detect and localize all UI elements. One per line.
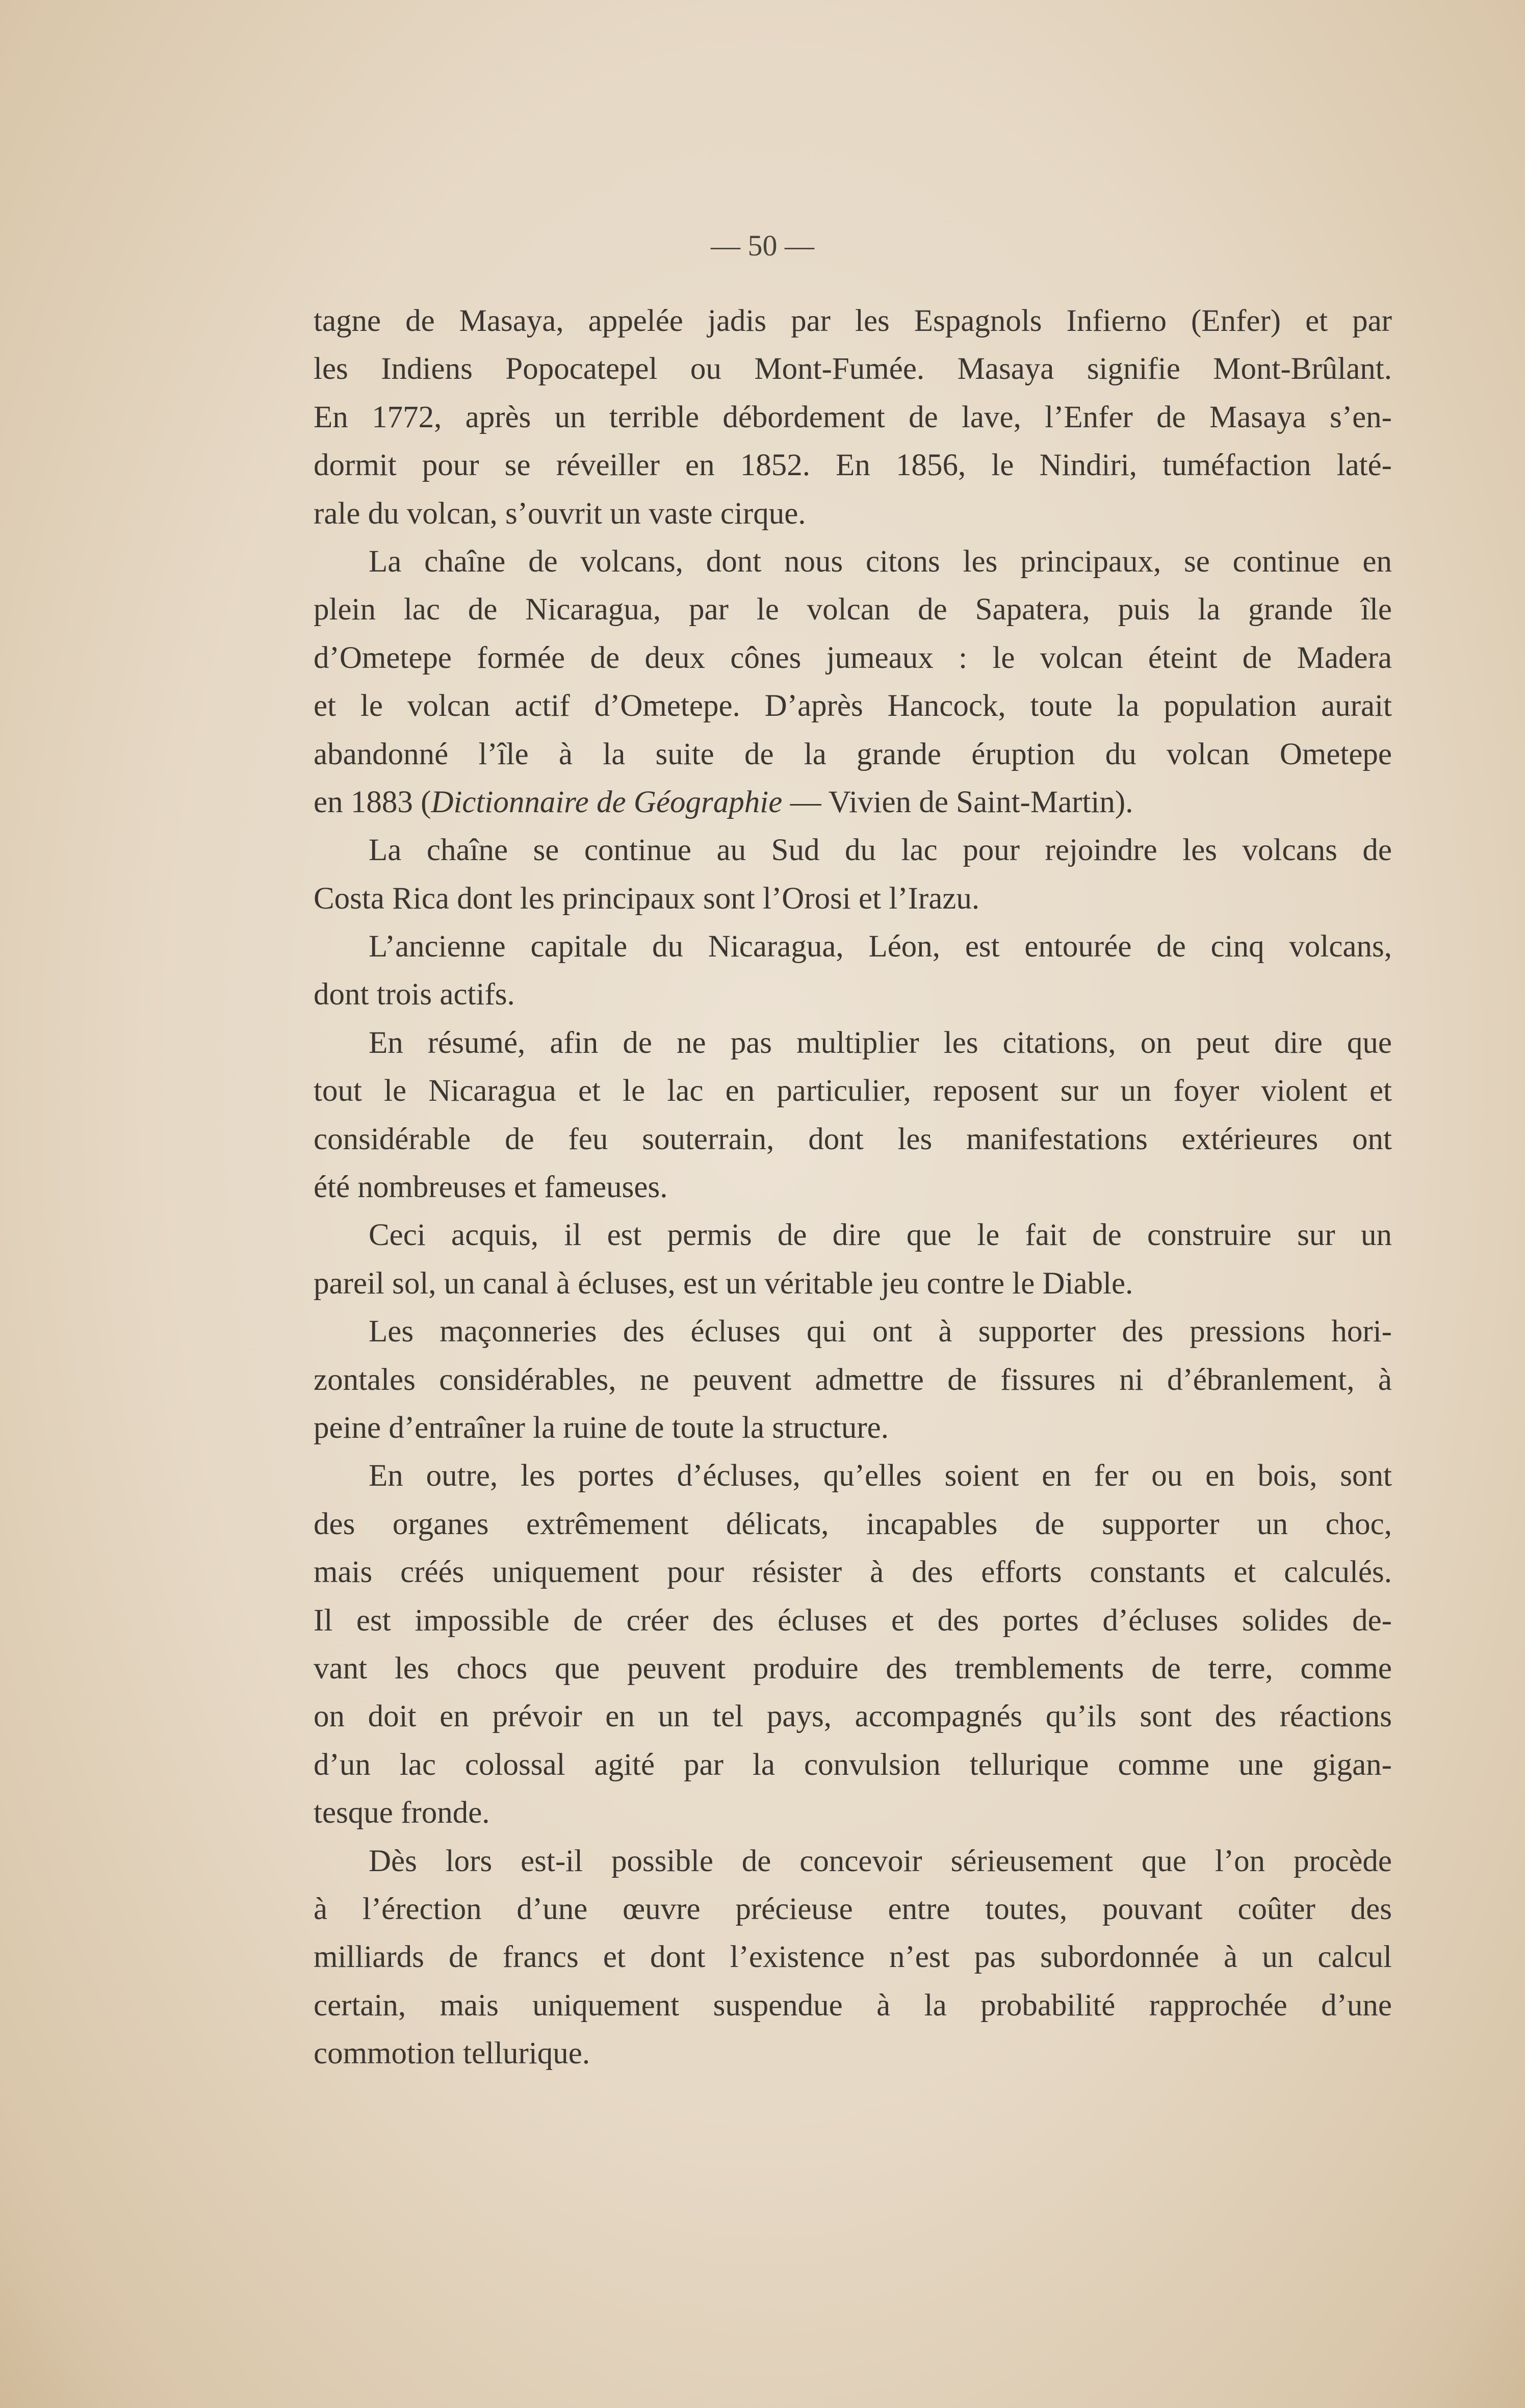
text-line: tagne de Masaya, appelée jadis par les Espagnols Infierno (Enfer) et par (314, 304, 1392, 338)
text-line: considérable de feu souterrain, dont les manifestations extérieures ont (314, 1122, 1392, 1156)
text-line: La chaîne de volcans, dont nous citons les principaux, se continue en (369, 544, 1392, 579)
text-line: Ceci acquis, il est permis de dire que le fait de construire sur un (369, 1218, 1392, 1253)
text-line: zontales considérables, ne peuvent admettre de fissures ni d’ébranlement, à (314, 1362, 1392, 1397)
text-line: d’Ometepe formée de deux cônes jumeaux : le volcan éteint de Madera (314, 640, 1392, 675)
text-line: mais créés uniquement pour résister à des efforts constants et calculés. (314, 1555, 1392, 1590)
text-line: vant les chocs que peuvent produire des tremblements de terre, comme (314, 1651, 1392, 1686)
paragraph (314, 1452, 1392, 1837)
text-line: dormit pour se réveiller en 1852. En 1856, le Nindiri, tuméfaction laté- (314, 448, 1392, 483)
paragraph (314, 1837, 1392, 2078)
text-line: à l’érection d’une œuvre précieuse entre toutes, pouvant coûter des (314, 1892, 1392, 1926)
text-segment: en 1883 ( (314, 785, 431, 819)
text-line: Il est impossible de créer des écluses et des portes d’écluses solides de- (314, 1603, 1392, 1638)
text-line: on doit en prévoir en un tel pays, accompagnés qu’ils sont des réactions (314, 1699, 1392, 1734)
text-line: Costa Rica dont les principaux sont l’Orosi et l’Irazu. (314, 881, 980, 916)
text-line: tesque fronde. (314, 1796, 490, 1830)
text-line: En 1772, après un terrible débordement de lave, l’Enfer de Masaya s’en- (314, 400, 1392, 434)
paragraph (314, 1308, 1392, 1452)
paragraph (314, 923, 1392, 1019)
text-line: été nombreuses et fameuses. (314, 1170, 668, 1205)
body-text (314, 297, 1392, 2078)
italic-citation: Dictionnaire de Géographie (431, 785, 783, 819)
text-line: d’un lac colossal agité par la convulsion tellurique comme une gigan- (314, 1747, 1392, 1782)
paragraph (314, 826, 1392, 923)
paragraph (314, 1019, 1392, 1212)
text-line: pareil sol, un canal à écluses, est un véritable jeu contre le Diable. (314, 1266, 1133, 1301)
text-line: et le volcan actif d’Ometepe. D’après Hancock, toute la population aurait (314, 689, 1392, 723)
text-segment: — Vivien de Saint-Martin). (782, 785, 1133, 819)
text-line: des organes extrêmement délicats, incapables de supporter un choc, (314, 1507, 1392, 1541)
text-line: commotion tellurique. (314, 2036, 590, 2071)
text-line (314, 779, 1392, 826)
text-line: les Indiens Popocatepel ou Mont-Fumée. Masaya signifie Mont-Brûlant. (314, 352, 1392, 386)
text-line: La chaîne se continue au Sud du lac pour rejoindre les volcans de (369, 833, 1392, 868)
paragraph (314, 297, 1392, 538)
text-line: En outre, les portes d’écluses, qu’elles soient en fer ou en bois, sont (369, 1459, 1392, 1493)
text-line: Dès lors est-il possible de concevoir sérieusement que l’on procède (369, 1844, 1392, 1878)
text-line: peine d’entraîner la ruine de toute la structure. (314, 1410, 889, 1445)
paragraph (314, 538, 1392, 826)
text-line: certain, mais uniquement suspendue à la probabilité rapprochée d’une (314, 1988, 1392, 2023)
text-line: milliards de francs et dont l’existence n’est pas subordonnée à un calcul (314, 1940, 1392, 1975)
text-line: En résumé, afin de ne pas multiplier les citations, on peut dire que (369, 1025, 1392, 1060)
text-line: L’ancienne capitale du Nicaragua, Léon, est entourée de cinq volcans, (369, 929, 1392, 964)
text-line: tout le Nicaragua et le lac en particulier, reposent sur un foyer violent et (314, 1074, 1392, 1108)
text-line: abandonné l’île à la suite de la grande éruption du volcan Ometepe (314, 737, 1392, 771)
paragraph (314, 1211, 1392, 1308)
text-line: Les maçonneries des écluses qui ont à supporter des pressions hori- (369, 1314, 1392, 1349)
text-line: dont trois actifs. (314, 977, 515, 1012)
text-line: rale du volcan, s’ouvrit un vaste cirque. (314, 496, 806, 531)
page-number: — 50 — (711, 229, 814, 262)
text-line: plein lac de Nicaragua, par le volcan de Sapatera, puis la grande île (314, 592, 1392, 627)
